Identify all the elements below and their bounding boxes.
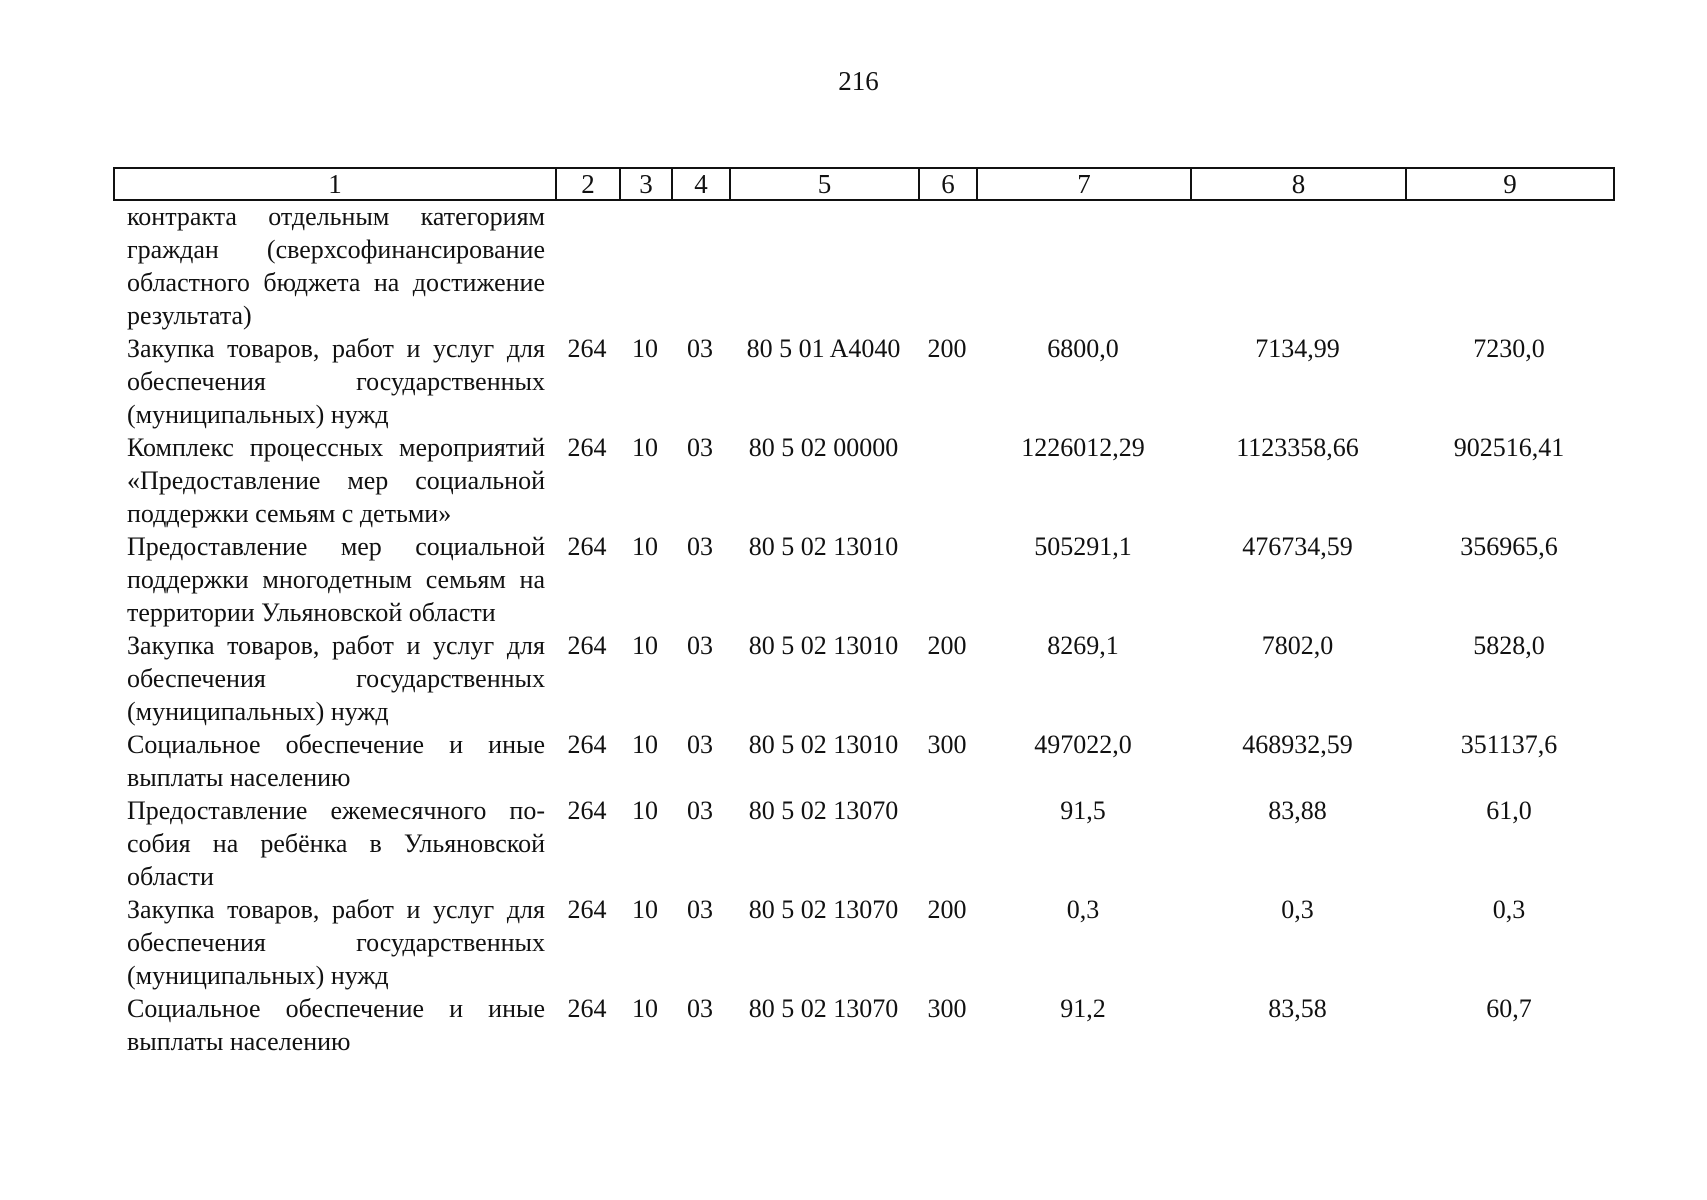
cell-col-7: 0,3 (1066, 895, 1100, 924)
cell-col-8: 1123358,66 (1236, 433, 1359, 462)
header-cell: 7 (977, 168, 1191, 200)
row-description: Комплекс процессных мероприятий «Предоставление мер социальной поддержки семьям с детьми» (127, 433, 545, 528)
table-row (113, 992, 1613, 1058)
cell-col-7: 497022,0 (1034, 730, 1132, 759)
cell-col-2: 264 (567, 994, 607, 1023)
cell-col-3 (619, 200, 671, 332)
cell-col-8: 7134,99 (1255, 334, 1340, 363)
cell-col-6 (918, 530, 976, 629)
cell-col-5: 80 5 02 13010 (748, 730, 899, 759)
cell-col-8: 83,88 (1268, 796, 1327, 825)
cell-col-3: 10 (632, 796, 658, 825)
cell-col-6: 300 (927, 994, 967, 1023)
cell-col-5 (729, 200, 918, 332)
cell-col-5: 80 5 02 13010 (748, 631, 899, 660)
cell-col-2: 264 (567, 895, 607, 924)
row-description: Закупка товаров, работ и услуг для обеспечения государственных (муниципальных) нужд (127, 895, 545, 990)
cell-col-9: 7230,0 (1473, 334, 1545, 363)
cell-col-2: 264 (567, 631, 607, 660)
row-description: Социальное обеспечение и иные выплаты населению (127, 994, 545, 1056)
header-cell: 6 (919, 168, 977, 200)
cell-col-8: 0,3 (1281, 895, 1314, 924)
cell-col-8 (1190, 200, 1405, 332)
row-description: Закупка товаров, работ и услуг для обеспечения государственных (муниципальных) нужд (127, 631, 545, 726)
header-cell: 8 (1191, 168, 1406, 200)
cell-col-8: 476734,59 (1242, 532, 1353, 561)
cell-col-6: 300 (927, 730, 967, 759)
cell-col-9 (1405, 200, 1613, 332)
cell-col-3: 10 (632, 994, 658, 1023)
header-cell: 9 (1406, 168, 1614, 200)
cell-col-9: 356965,6 (1460, 532, 1558, 561)
cell-col-3: 10 (632, 895, 658, 924)
cell-col-6: 200 (927, 631, 967, 660)
row-description: Предоставление мер социальной поддержки многодетным семьям на территории Ульяновской области (127, 532, 545, 627)
cell-col-5: 80 5 01 A4040 (746, 334, 901, 363)
cell-col-2: 264 (567, 532, 607, 561)
cell-col-7: 91,5 (1060, 796, 1106, 825)
cell-col-6 (918, 200, 976, 332)
table-row (113, 431, 1613, 530)
cell-col-6: 200 (927, 895, 967, 924)
cell-col-6 (918, 794, 976, 893)
cell-col-5: 80 5 02 00000 (748, 433, 899, 462)
table-row (113, 794, 1613, 893)
page-number: 216 (838, 66, 879, 96)
cell-col-3: 10 (632, 433, 658, 462)
cell-col-9: 0,3 (1492, 895, 1526, 924)
table-row (113, 728, 1613, 794)
cell-col-4: 03 (687, 631, 713, 660)
cell-col-5: 80 5 02 13070 (748, 994, 899, 1023)
cell-col-2: 264 (567, 334, 607, 363)
row-description: Социальное обеспечение и иные выплаты населению (127, 730, 545, 792)
cell-col-2: 264 (567, 796, 607, 825)
header-cell: 4 (672, 168, 730, 200)
cell-col-8: 468932,59 (1242, 730, 1353, 759)
cell-col-8: 7802,0 (1261, 631, 1334, 660)
cell-col-2 (555, 200, 619, 332)
row-description: контракта отдельным категориям граждан (сверхсофинансирование областного бюджета на достижение результата) (127, 202, 545, 330)
cell-col-2: 264 (567, 730, 607, 759)
cell-col-9: 60,7 (1486, 994, 1532, 1023)
cell-col-4: 03 (687, 730, 713, 759)
column-header-table (113, 167, 1615, 201)
cell-col-7: 8269,1 (1047, 631, 1119, 660)
cell-col-5: 80 5 02 13010 (748, 532, 899, 561)
cell-col-3: 10 (632, 631, 658, 660)
cell-col-4: 03 (687, 334, 713, 363)
cell-col-8: 83,58 (1268, 994, 1327, 1023)
table-row (113, 530, 1613, 629)
cell-col-7: 1226012,29 (1021, 433, 1145, 462)
row-description: Закупка товаров, работ и услуг для обеспечения государственных (муниципальных) нужд (127, 334, 545, 429)
cell-col-7: 6800,0 (1047, 334, 1119, 363)
table-row (113, 200, 1613, 332)
header-cell: 3 (620, 168, 672, 200)
cell-col-9: 61,0 (1486, 796, 1532, 825)
cell-col-5: 80 5 02 13070 (748, 895, 899, 924)
cell-col-9: 351137,6 (1460, 730, 1558, 759)
cell-col-2: 264 (567, 433, 607, 462)
cell-col-4 (671, 200, 729, 332)
header-cell: 5 (730, 168, 919, 200)
cell-col-6 (918, 431, 976, 530)
cell-col-4: 03 (687, 895, 713, 924)
cell-col-4: 03 (687, 796, 713, 825)
table-row (113, 332, 1613, 431)
cell-col-6: 200 (927, 334, 967, 363)
table-row (113, 629, 1613, 728)
header-cell: 1 (114, 168, 556, 200)
cell-col-5: 80 5 02 13070 (748, 796, 899, 825)
cell-col-7 (976, 200, 1190, 332)
budget-table (113, 200, 1613, 1058)
cell-col-3: 10 (632, 730, 658, 759)
cell-col-9: 902516,41 (1453, 433, 1565, 462)
cell-col-4: 03 (687, 433, 713, 462)
table-row (113, 893, 1613, 992)
cell-col-7: 505291,1 (1034, 532, 1132, 561)
cell-col-4: 03 (687, 994, 713, 1023)
header-cell: 2 (556, 168, 620, 200)
row-description: Предоставление ежемесячного пособия на ребёнка в Ульяновской области (127, 796, 545, 891)
cell-col-3: 10 (632, 532, 658, 561)
cell-col-4: 03 (687, 532, 713, 561)
cell-col-9: 5828,0 (1473, 631, 1545, 660)
cell-col-3: 10 (632, 334, 658, 363)
header-row (114, 168, 1614, 200)
cell-col-7: 91,2 (1060, 994, 1106, 1023)
